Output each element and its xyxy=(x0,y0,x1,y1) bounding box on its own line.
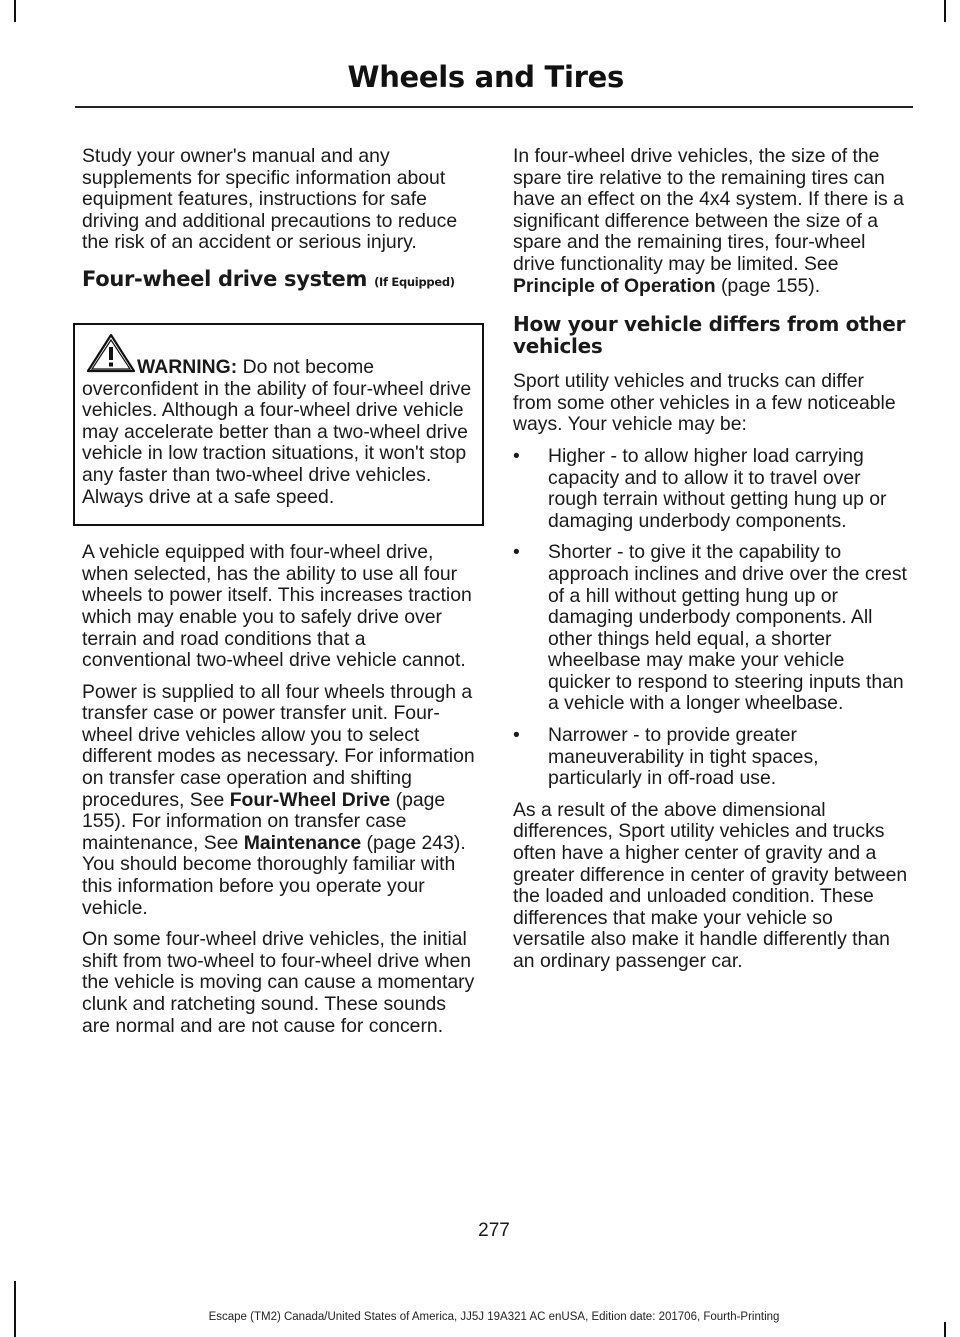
warning-box xyxy=(73,323,484,526)
cross-reference-four-wheel-drive[interactable]: Four-Wheel Drive xyxy=(229,788,391,811)
bullet-icon: • xyxy=(513,541,520,564)
cross-reference-maintenance[interactable]: Maintenance xyxy=(243,831,362,854)
section-heading-four-wheel-drive: Four-wheel drive system (If Equipped) xyxy=(82,266,455,291)
crop-mark xyxy=(944,1322,946,1337)
intro-paragraph: Study your owner's manual and any supplements for specific information about equipment features, instructions for safe driving and additional precautions to reduce the risk of an accident or serious injury. xyxy=(82,145,458,254)
bullet-icon: • xyxy=(513,724,520,747)
paragraph-initial-shift: On some four-wheel drive vehicles, the initial shift from two-wheel to four-wheel drive when the vehicle is moving can cause a momentary clunk and ratcheting sound. These sounds are normal and are not cause for concern. xyxy=(82,928,475,1037)
crop-mark xyxy=(14,0,16,22)
heading-qualifier: (If Equipped) xyxy=(374,274,455,289)
page-footer: Escape (TM2) Canada/United States of America, JJ5J 19A321 AC enUSA, Edition date: 201706, Fourth-Printing xyxy=(208,1311,780,1323)
cross-reference-principle-of-operation[interactable]: Principle of Operation xyxy=(513,274,716,297)
crop-mark xyxy=(14,1281,16,1337)
bullet-icon: • xyxy=(513,444,520,467)
left-column xyxy=(82,146,476,1047)
paragraph-spare-tire: In four-wheel drive vehicles, the size of the spare tire relative to the remaining tires can have an effect on the 4x4 system. If there is a significant difference between the size of a spare and the remaining tires, four-wheel drive functionality may be limited. See Principle of Operation (page 155). xyxy=(513,145,904,297)
crop-mark xyxy=(944,0,946,22)
right-column xyxy=(513,146,908,983)
paragraph-center-of-gravity: As a result of the above dimensional differences, Sport utility vehicles and trucks often have a higher center of gravity and a greater difference in center of gravity between the loaded and unloaded condition. These differences that make your vehicle so versatile also make it handle differently than an ordinary passenger car. xyxy=(513,798,908,972)
paragraph-power-supply: Power is supplied to all four wheels through a transfer case or power transfer unit. Four-wheel drive vehicles allow you to select different modes as necessary. For information on transfer case operation and shifting procedures, See Four-Wheel Drive (page 155). For information on transfer case maintenance, See Maintenance (page 243). You should become thoroughly familiar with this information before you operate your vehicle. xyxy=(82,680,475,919)
paragraph-four-wheel-drive: A vehicle equipped with four-wheel drive, when selected, has the ability to use all four wheels to power itself. This increases traction which may enable you to safely drive over terrain and road conditions that a conventional two-wheel drive vehicle cannot. xyxy=(82,541,472,672)
differences-list xyxy=(513,446,908,790)
warning-label: WARNING: xyxy=(137,355,238,378)
list-item: • Narrower - to provide greater maneuverability in tight spaces, particularly in off-road use. xyxy=(513,724,819,790)
list-item: • Shorter - to give it the capability to approach inclines and drive over the crest of a hill without getting hung up or damaging underbody components. All other things held equal, a shorter wheelbase may make your vehicle quicker to respond to steering inputs than a vehicle with a longer wheelbase. xyxy=(513,541,907,715)
header-divider xyxy=(75,106,913,108)
section-heading-vehicle-differences: How your vehicle differs from other vehicles xyxy=(513,312,906,359)
page-number: 277 xyxy=(478,1220,510,1241)
warning-text: WARNING: Do not become overconfident in the ability of four-wheel drive vehicles. Although a four-wheel drive vehicle may accelerate better than a two-wheel drive vehicle in low traction situations, it won't stop any faster than two-wheel drive vehicles. Always drive at a safe speed. xyxy=(82,355,472,508)
list-item: • Higher - to allow higher load carrying capacity and to allow it to travel over rough terrain without getting hung up or damaging underbody components. xyxy=(513,444,887,532)
warning-triangle-icon xyxy=(86,333,136,373)
page-title: Wheels and Tires xyxy=(347,60,624,94)
paragraph-suv-differences: Sport utility vehicles and trucks can differ from some other vehicles in a few noticeable ways. Your vehicle may be: xyxy=(513,370,896,436)
